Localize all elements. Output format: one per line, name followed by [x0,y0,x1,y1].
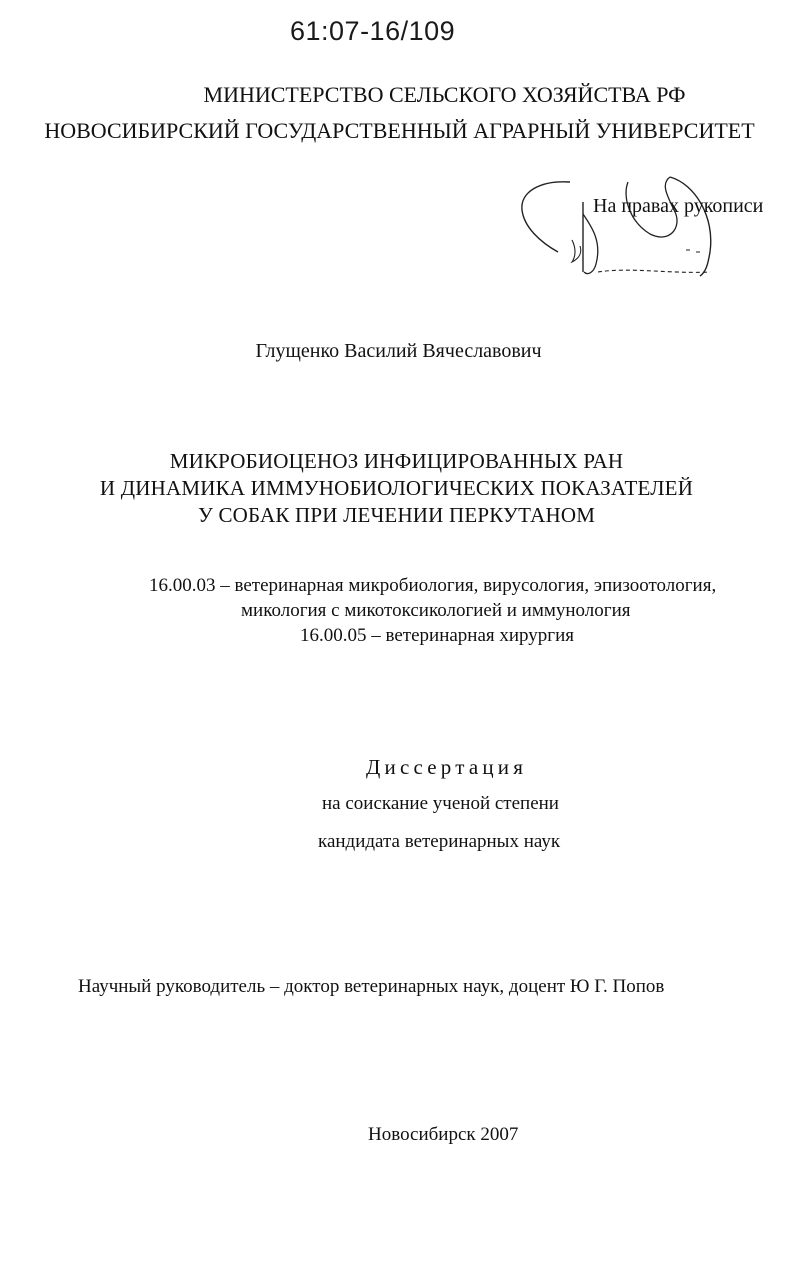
degree-name: кандидата ветеринарных наук [318,831,561,852]
ministry-name: МИНИСТЕРСТВО СЕЛЬСКОГО ХОЗЯЙСТВА РФ [203,82,686,107]
title-line: У СОБАК ПРИ ЛЕЧЕНИИ ПЕРКУТАНОМ [197,503,596,527]
degree-purpose: на соискание ученой степени [322,793,559,814]
catalog-number: 61:07-16/109 [290,16,456,46]
specialty-line: микология с микотоксикологией и иммунология [241,600,631,621]
scientific-advisor: Научный руководитель – доктор ветеринарных наук, доцент Ю Г. Попов [78,976,665,997]
handwritten-signature [510,172,730,287]
university-name: НОВОСИБИРСКИЙ ГОСУДАРСТВЕННЫЙ АГРАРНЫЙ УНИВЕРСИТЕТ [44,118,755,143]
specialty-line: 16.00.05 – ветеринарная хирургия [300,625,575,646]
title-line: МИКРОБИОЦЕНОЗ ИНФИЦИРОВАННЫХ РАН [169,449,624,473]
title-line: И ДИНАМИКА ИММУНОБИОЛОГИЧЕСКИХ ПОКАЗАТЕЛЕЙ [99,476,694,500]
dissertation-label: Диссертация [366,755,528,779]
dissertation-title [0,448,793,529]
author-name: Глущенко Василий Вячеславович [255,340,542,362]
manuscript-rights-note: На правах рукописи [593,195,764,217]
place-and-year: Новосибирск 2007 [368,1124,519,1145]
specialty-line: 16.00.03 – ветеринарная микробиология, вирусология, эпизоотология, [149,575,717,596]
